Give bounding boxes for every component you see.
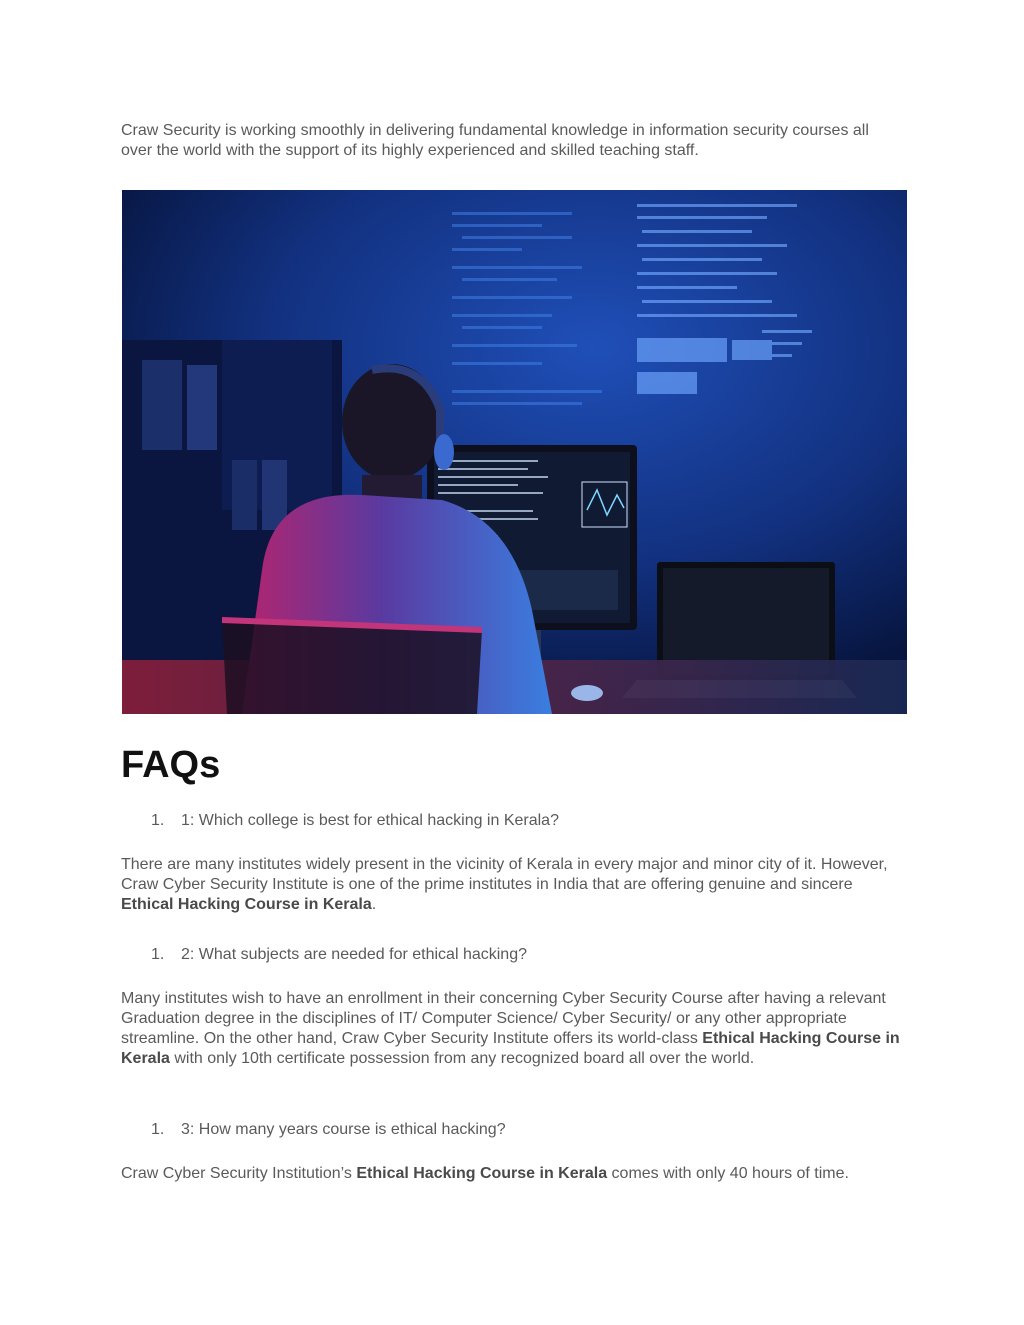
faq-answer-text: Many institutes wish to have an enrollment in their concerning Cyber Security Course after having a relevant Graduation degree in the disciplines of IT/ Computer Science/ Cyber Security/ or any other appropriate streamline. On the other hand, Craw Cyber Security Institute offers its world-class: [121, 990, 886, 1047]
photo-hacker-at-computer-icon: [122, 190, 907, 714]
faq-answer-1: [121, 855, 901, 915]
faq-answer-text: Craw Cyber Security Institution’s: [121, 1165, 357, 1182]
faq-answer-text: with only 10th certificate possession from any recognized board all over the world.: [169, 1050, 755, 1067]
faq-question-text: 1: Which college is best for ethical hacking in Kerala?: [181, 812, 559, 829]
faq-heading: FAQs: [121, 744, 221, 786]
faq-question-2: [151, 945, 527, 965]
faq-answer-text: comes with only 40 hours of time.: [607, 1165, 849, 1182]
faq-answer-text: There are many institutes widely present in the vicinity of Kerala in every major and minor city of it. However, Craw Cyber Security Institute is one of the prime institutes in India that are offering genuine and sincere: [121, 856, 888, 893]
course-link-text: Ethical Hacking Course in Kerala: [356, 1165, 608, 1182]
faq-question-number: 1.: [151, 812, 165, 829]
faq-answer-3: [121, 1164, 901, 1184]
faq-answer-text: .: [371, 896, 377, 913]
hero-image: [122, 190, 907, 714]
faq-question-text: 2: What subjects are needed for ethical hacking?: [181, 946, 527, 963]
faq-answer-2: [121, 989, 906, 1069]
course-link-text: Ethical Hacking Course in Kerala: [121, 896, 372, 913]
intro-paragraph: Craw Security is working smoothly in delivering fundamental knowledge in information security courses all over the world with the support of its highly experienced and skilled teaching staff.: [121, 122, 869, 159]
faq-question-number: 1.: [151, 946, 165, 963]
faq-question-number: 1.: [151, 1121, 165, 1138]
faq-question-1: [151, 811, 559, 831]
course-link-text: Ethical Hacking Course in Kerala: [121, 1030, 900, 1067]
faq-question-3: [151, 1120, 506, 1140]
faq-question-text: 3: How many years course is ethical hacking?: [181, 1121, 506, 1138]
